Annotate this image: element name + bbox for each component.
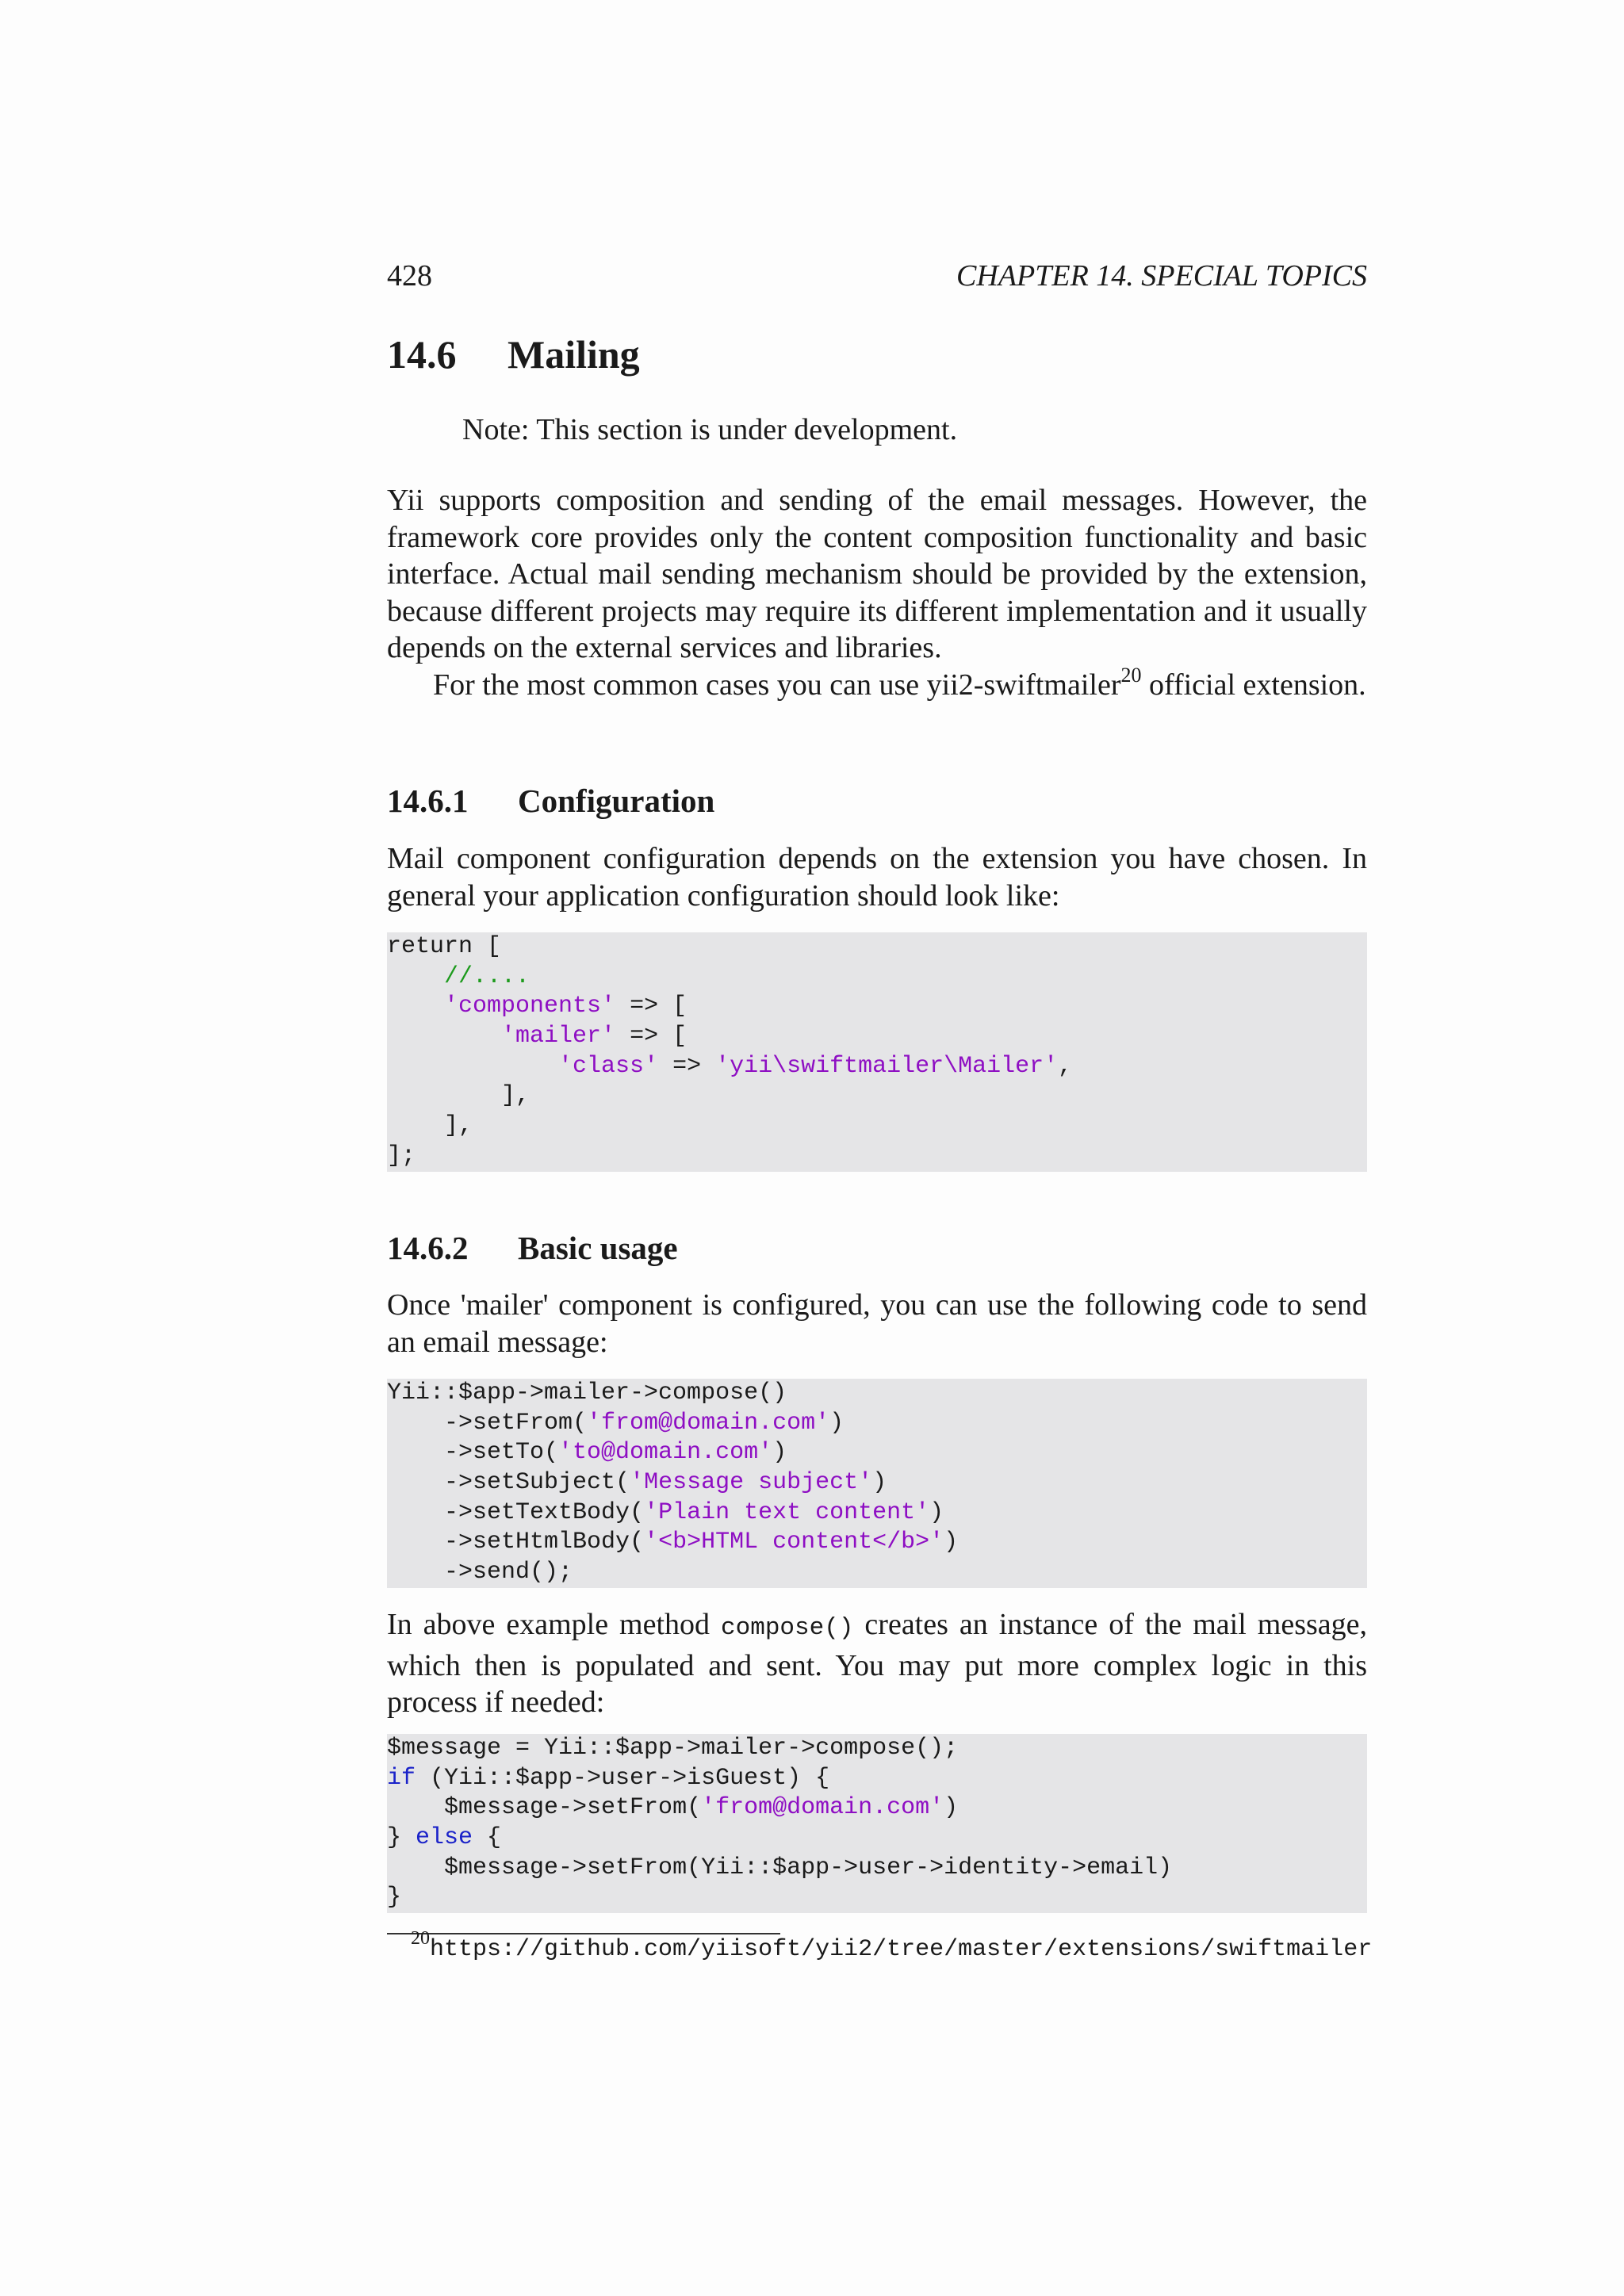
subsection-heading-basic-usage: 14.6.2 Basic usage (387, 1230, 678, 1266)
footnote-number: 20 (411, 1928, 430, 1949)
config-code-block: return [ //.... 'components' => [ 'mailer' => [ 'class' => 'yii\swiftmailer\Mailer', ], ], ]; (387, 932, 1367, 1172)
usage-text: Once 'mailer' component is configured, you can use the following code to send an email message: (387, 1288, 1367, 1359)
page-number: 428 (387, 259, 432, 293)
intro-text (387, 482, 1367, 703)
intro-paragraph-1: Yii supports composition and sending of the email messages. However, the framework core provides only the content composition functionality and basic interface. Actual mail sending mechanism should be provided by the extension, because different projects may require its different implementation and it usually depends on the external services and libraries. (387, 484, 1367, 664)
footnote-url[interactable]: https://github.com/yiisoft/yii2/tree/master/extensions/swiftmailer (430, 1936, 1373, 1963)
footnote-marker: 20 (1120, 663, 1142, 687)
development-note: Note: This section is under development. (462, 413, 958, 446)
chapter-title: CHAPTER 14. SPECIAL TOPICS (956, 259, 1367, 293)
running-header (387, 258, 1367, 298)
section-number: 14.6 (387, 332, 457, 377)
section-heading (387, 331, 640, 377)
compose-explanation: In above example method compose() creates an instance of the mail message, which then is populated and sent. You may put more complex logic in this process if needed: (387, 1608, 1367, 1719)
footnote-rule (387, 1933, 780, 1934)
intro-paragraph-2: For the most common cases you can use yii2-swiftmailer$^{20}$ official extension. (433, 663, 1366, 702)
section-title: Mailing (508, 332, 640, 377)
footnote (411, 1928, 1373, 1963)
conditional-code-block: $message = Yii::$app->mailer->compose(); if (Yii::$app->user->isGuest) { $message->setFrom('from@domain.com') } else { $message->setFrom(Yii::$app->user->identity->email) } (387, 1734, 1367, 1913)
compose-code-block: Yii::$app->mailer->compose() ->setFrom('from@domain.com') ->setTo('to@domain.com') ->setSubject('Message subject') ->setTextBody('Plain text content') ->setHtmlBody('<b>HTML content</b>') ->send(); (387, 1379, 1367, 1588)
config-text: Mail component configuration depends on the extension you have chosen. In general your application configuration should look like: (387, 842, 1367, 913)
inline-code-compose: compose() (721, 1614, 854, 1642)
subsection-heading-configuration: 14.6.1 Configuration (387, 783, 715, 819)
